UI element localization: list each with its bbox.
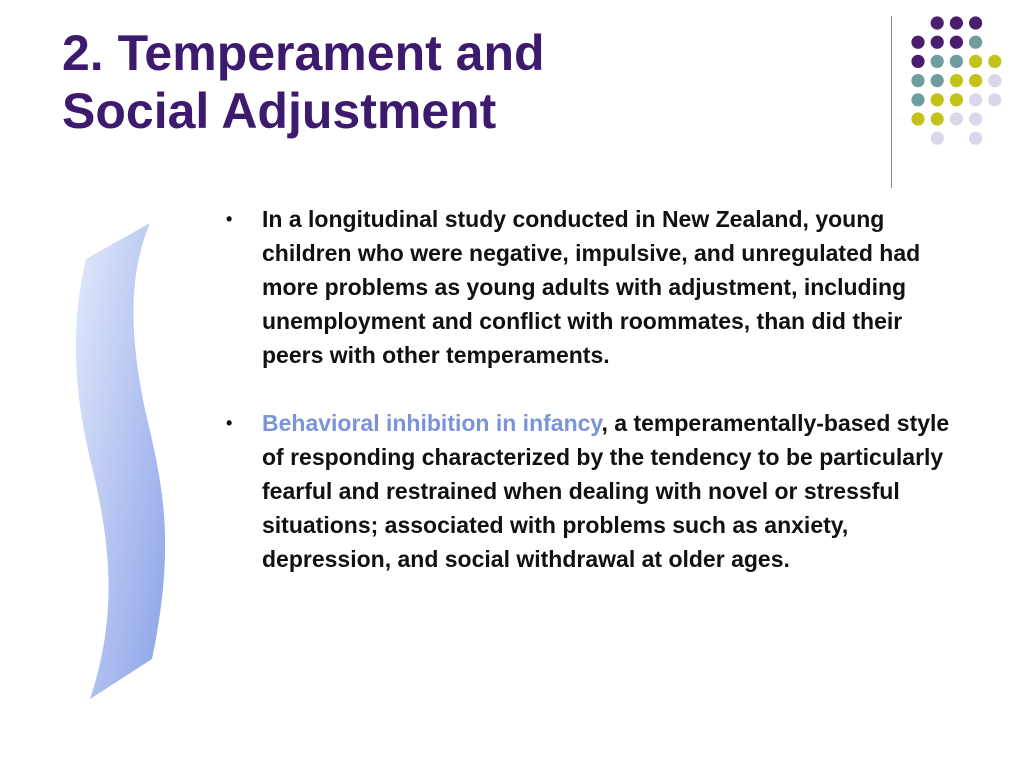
dot-grid-dot xyxy=(988,55,1001,68)
dot-grid-dot xyxy=(911,112,924,125)
dot-grid-dot xyxy=(969,16,982,29)
dot-grid-dot xyxy=(931,55,944,68)
slide-title-line-1: 2. Temperament and xyxy=(62,25,545,81)
bullet-marker-1: • xyxy=(226,209,233,229)
bullet-item-1 xyxy=(226,202,966,372)
dot-grid-dot xyxy=(950,112,963,125)
bullet-text-1: In a longitudinal study conducted in New Zealand, young children who were negative, impulsive, and unregulated had more problems as young adults with adjustment, including unemployment and conflict with roommates, than did their peers with other temperaments. xyxy=(262,206,921,368)
dot-grid-dot xyxy=(988,74,1001,87)
dot-grid-dot xyxy=(950,16,963,29)
dot-grid-dot xyxy=(931,93,944,106)
bullet-list xyxy=(226,202,966,576)
dot-grid-dot xyxy=(950,55,963,68)
dot-grid-dot xyxy=(969,93,982,106)
bullet-item-2 xyxy=(226,406,966,576)
bullet-highlight-term: Behavioral inhibition in infancy xyxy=(262,410,602,436)
dot-grid-dot xyxy=(911,36,924,49)
dot-grid-dot xyxy=(969,112,982,125)
dot-grid-dot xyxy=(911,74,924,87)
wave-ribbon-decoration xyxy=(60,215,190,710)
dot-grid-dot xyxy=(931,112,944,125)
slide-title-line-2: Social Adjustment xyxy=(62,83,497,139)
dot-grid-dot xyxy=(931,16,944,29)
dot-grid-decoration xyxy=(0,0,1024,200)
dot-grid-dot xyxy=(950,36,963,49)
dot-grid-dot xyxy=(950,93,963,106)
bullet-text-2: , a temperamentally-based style of responding characterized by the tendency to be particularly fearful and restrained when dealing with novel or stressful situations; associated with problems such as anxiety, depression, and social withdrawal at older ages. xyxy=(262,410,950,572)
dot-grid-dot xyxy=(969,132,982,145)
dot-grid-dot xyxy=(911,93,924,106)
dot-grid-dot xyxy=(969,55,982,68)
dot-grid-dot xyxy=(988,93,1001,106)
dot-grid-dot xyxy=(911,55,924,68)
bullet-marker-2: • xyxy=(226,413,233,433)
dot-grid-dot xyxy=(931,74,944,87)
dot-grid-dot xyxy=(969,74,982,87)
dot-grid-dot xyxy=(950,74,963,87)
dot-grid-dot xyxy=(931,132,944,145)
dot-grid-dot xyxy=(969,36,982,49)
dot-grid-dot xyxy=(931,36,944,49)
